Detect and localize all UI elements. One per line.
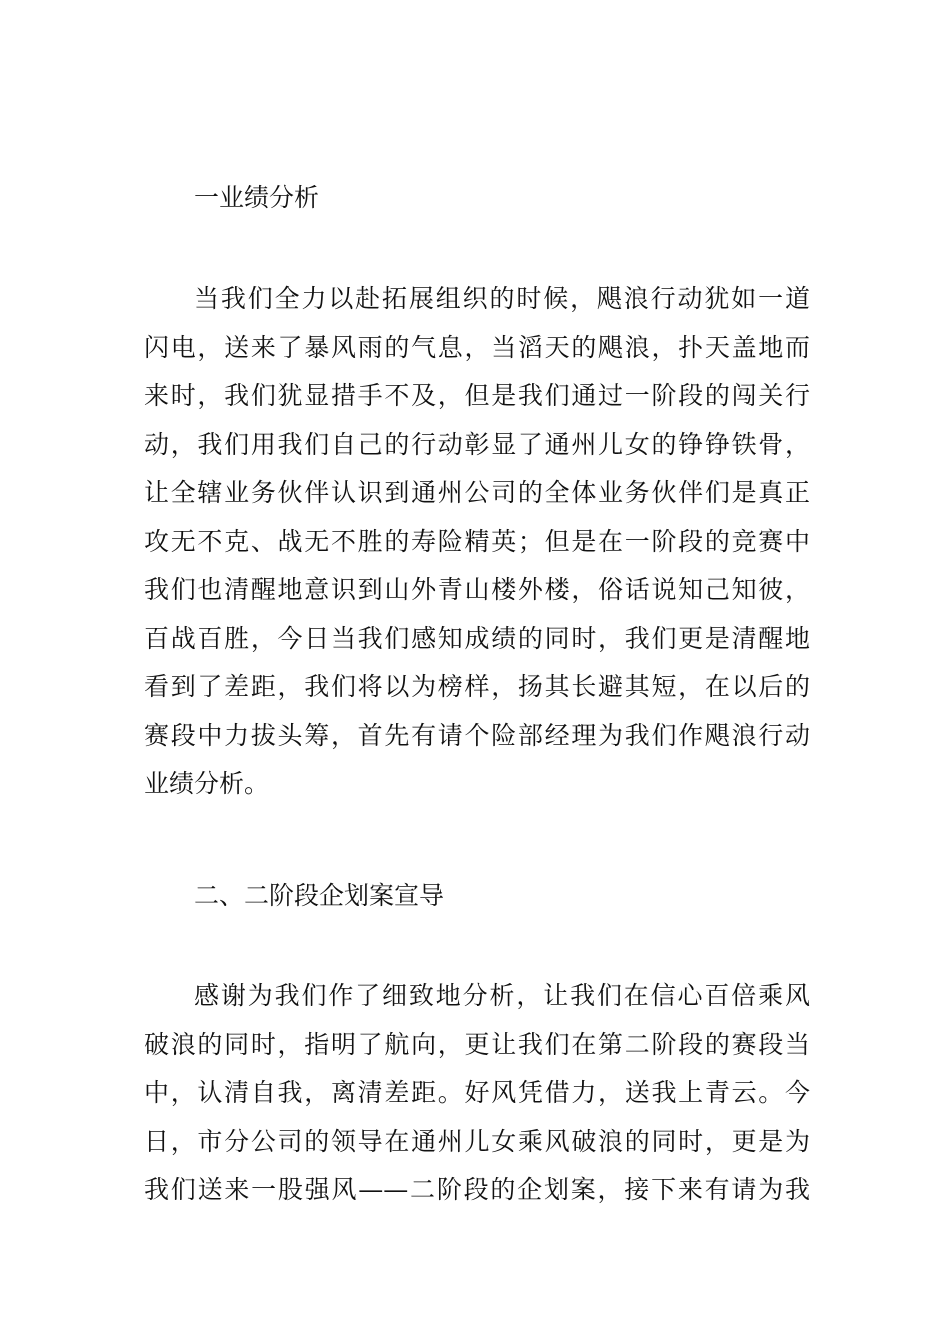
paragraph-line: 攻无不克、战无不胜的寿险精英；但是在一阶段的竞赛中 bbox=[144, 526, 810, 556]
paragraph-line: 感谢为我们作了细致地分析，让我们在信心百倍乘风 bbox=[194, 981, 810, 1010]
paragraph-line: 我们送来一股强风——二阶段的企划案，接下来有请为我 bbox=[144, 1175, 810, 1204]
section-heading-1: 一业绩分析 bbox=[194, 183, 320, 212]
paragraph-line: 业绩分析。 bbox=[144, 769, 270, 798]
paragraph-line: 看到了差距，我们将以为榜样，扬其长避其短，在以后的 bbox=[144, 672, 810, 701]
paragraph-line: 我们也清醒地意识到山外青山楼外楼，俗话说知己知彼， bbox=[144, 575, 810, 604]
paragraph-line: 中，认清自我，离清差距。好风凭借力，送我上青云。今 bbox=[144, 1078, 810, 1107]
section-heading-2: 二、二阶段企划案宣导 bbox=[194, 881, 445, 910]
paragraph-1 bbox=[144, 275, 810, 809]
paragraph-line: 日，市分公司的领导在通州儿女乘风破浪的同时，更是为 bbox=[144, 1126, 810, 1156]
paragraph-line: 让全辖业务伙伴认识到通州公司的全体业务伙伴们是真正 bbox=[144, 478, 810, 507]
paragraph-line: 百战百胜，今日当我们感知成绩的同时，我们更是清醒地 bbox=[144, 623, 810, 653]
paragraph-line: 破浪的同时，指明了航向，更让我们在第二阶段的赛段当 bbox=[144, 1029, 810, 1059]
paragraph-line: 动，我们用我们自己的行动彰显了通州儿女的铮铮铁骨， bbox=[144, 429, 810, 459]
paragraph-2 bbox=[144, 972, 810, 1215]
paragraph-line: 来时，我们犹显措手不及，但是我们通过一阶段的闯关行 bbox=[144, 381, 810, 410]
paragraph-line: 当我们全力以赴拓展组织的时候，飓浪行动犹如一道 bbox=[194, 284, 810, 313]
paragraph-line: 闪电，送来了暴风雨的气息，当滔天的飓浪，扑天盖地而 bbox=[144, 332, 810, 362]
paragraph-line: 赛段中力拔头筹，首先有请个险部经理为我们作飓浪行动 bbox=[144, 720, 810, 750]
